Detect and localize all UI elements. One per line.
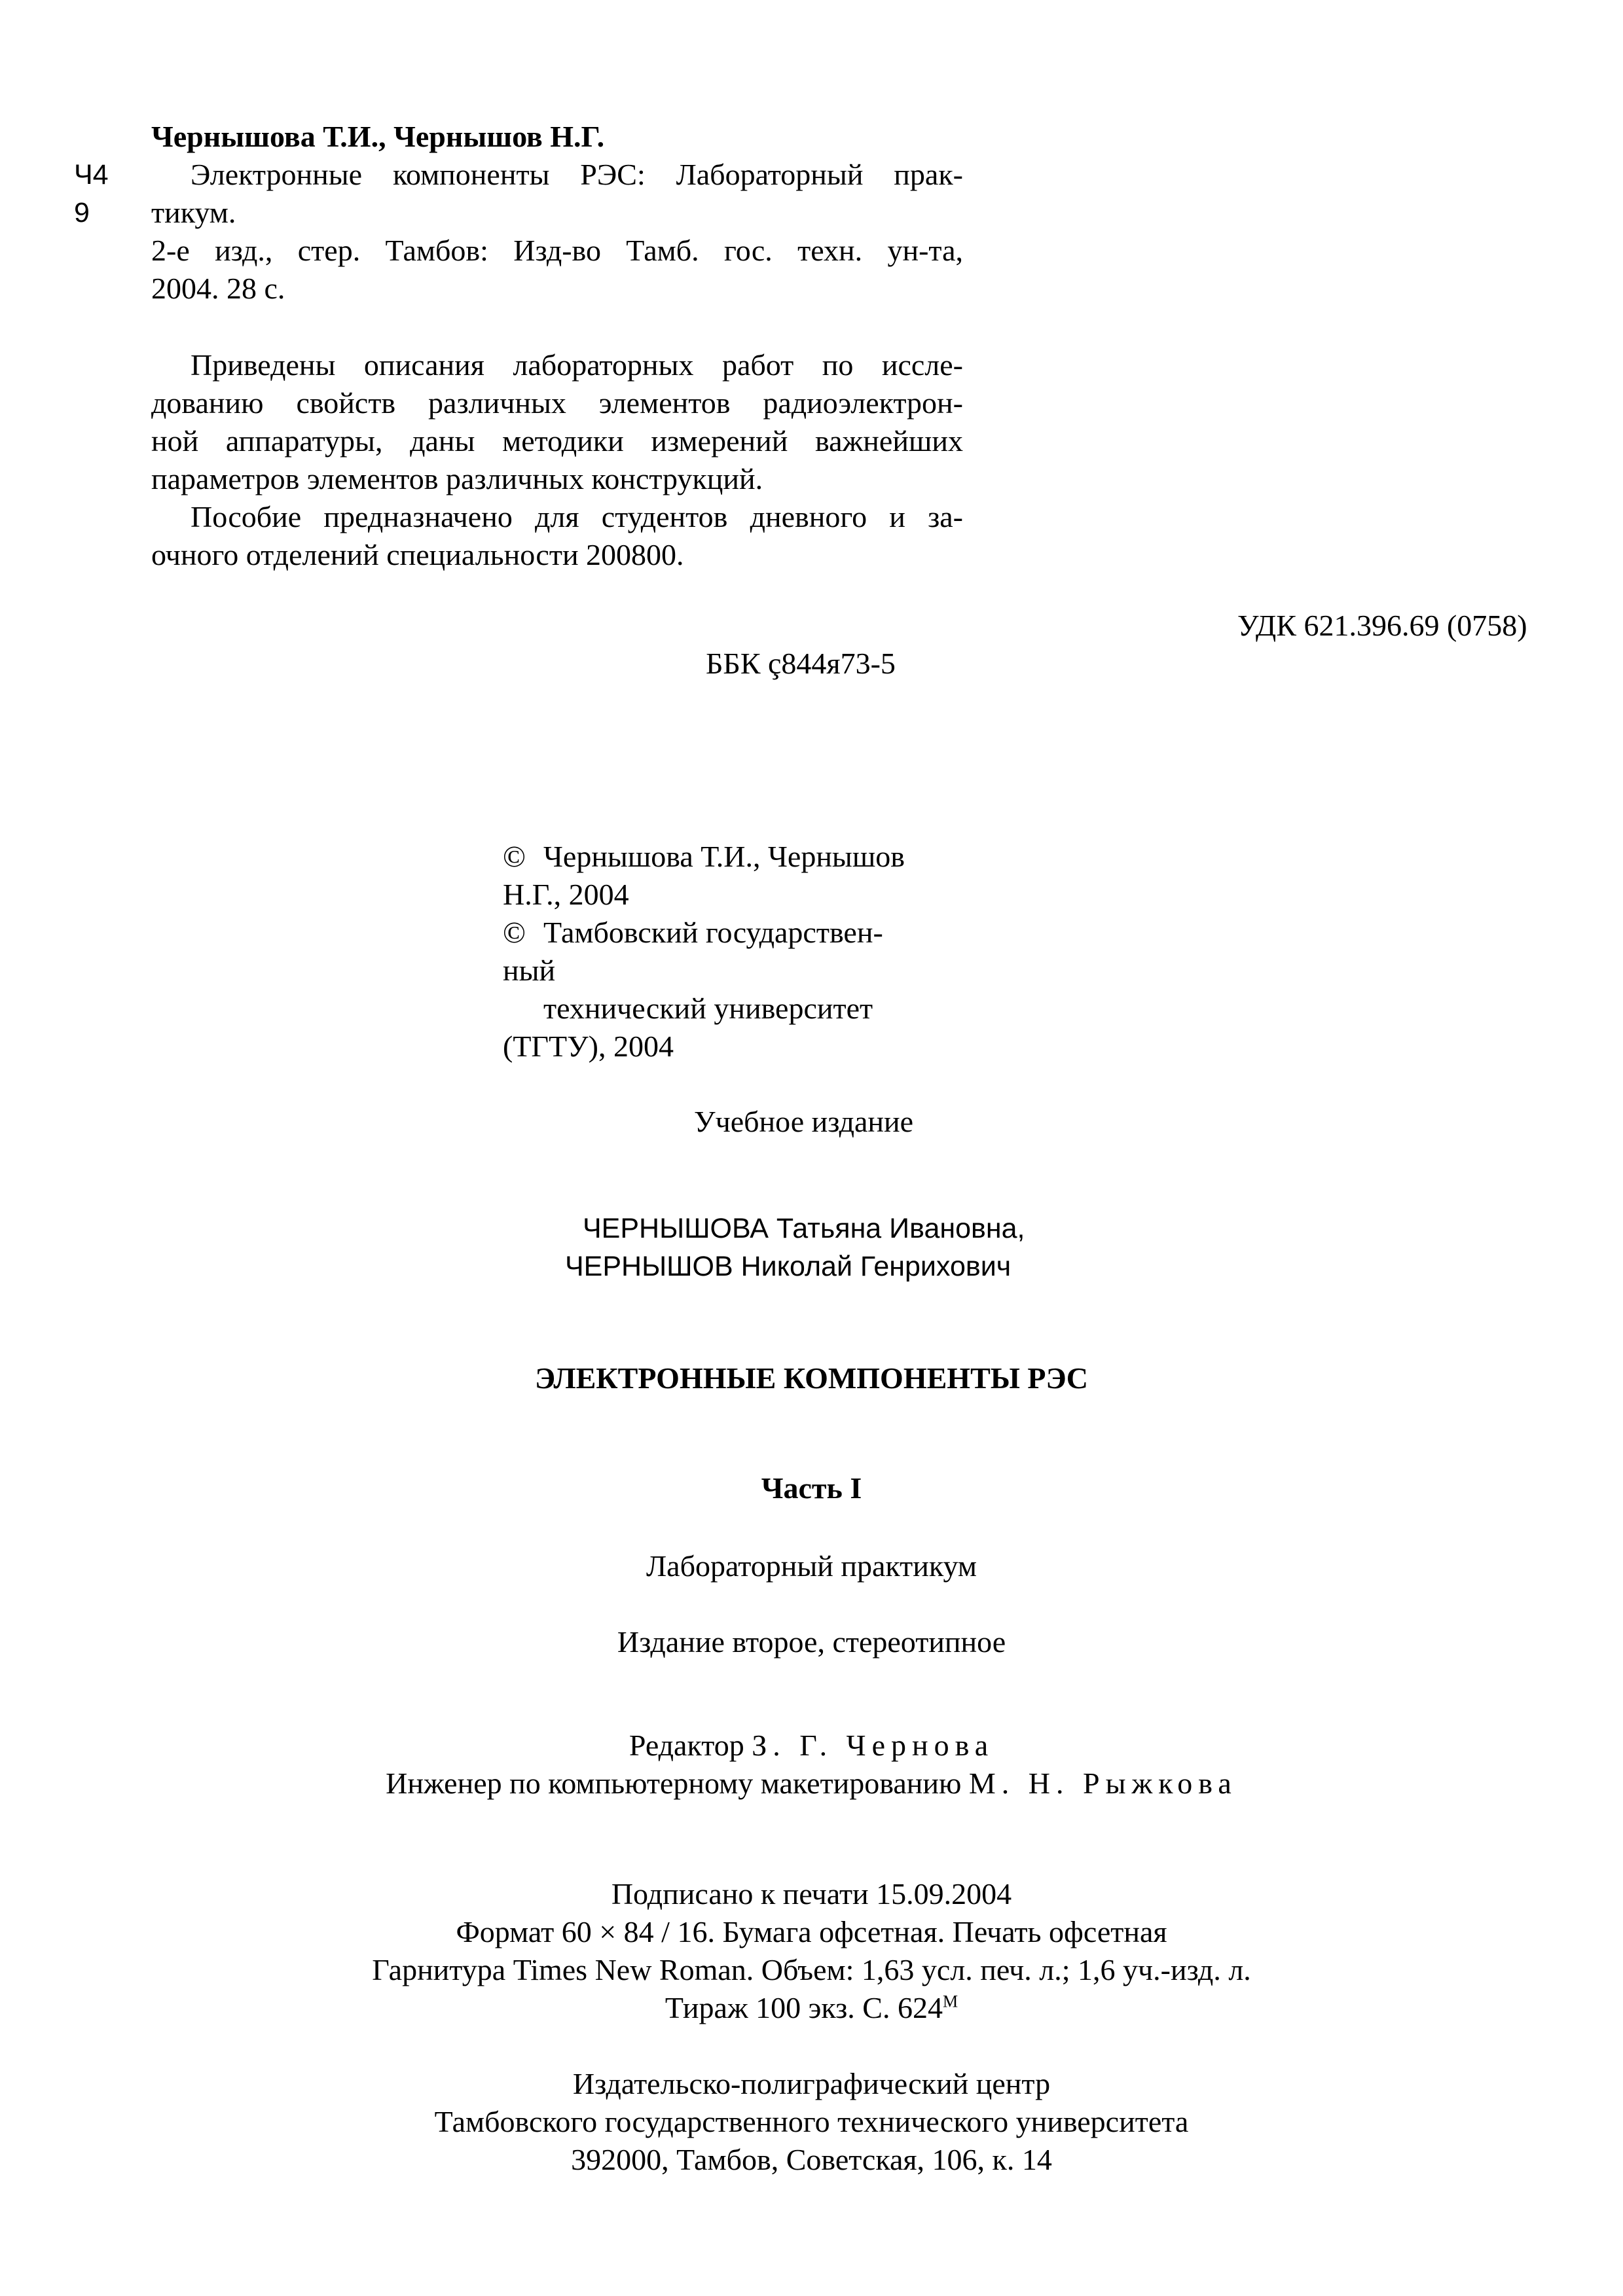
edition-line-1: 2-е изд., стер. Тамбов: Изд-во Тамб. гос. техн. ун-та, xyxy=(151,234,963,267)
publisher-line-2: Тамбовского государственного технического университета xyxy=(434,2105,1189,2138)
print-run-line xyxy=(0,1989,1623,2027)
bbk-code: ББК ç844я73-5 xyxy=(706,647,896,680)
edition-note: Издание второе, стереотипное xyxy=(617,1625,1006,1659)
index-code-line2: 9 xyxy=(74,197,90,228)
main-title: ЭЛЕКТРОННЫЕ КОМПОНЕНТЫ РЭС xyxy=(535,1361,1088,1395)
title-line-2: тикум. xyxy=(151,196,236,229)
publication-type: Учебное издание xyxy=(694,1105,914,1138)
print-run: Тираж 100 экз. С. 624 xyxy=(665,1991,943,2024)
copyright-line-6: (ТГТУ), 2004 xyxy=(503,1030,674,1063)
author-full-1: ЧЕРНЫШОВА Татьяна Ивановна, xyxy=(583,1213,1025,1244)
typeface-line: Гарнитура Times New Roman. Объем: 1,63 усл. печ. л.; 1,6 уч.-изд. л. xyxy=(372,1953,1251,1986)
copyright-line-4: ный xyxy=(503,954,556,987)
copyright-line-5: технический университет xyxy=(543,992,873,1025)
subtitle: Лабораторный практикум xyxy=(646,1549,977,1583)
index-code-line1: Ч4 xyxy=(74,159,109,190)
abstract-line-2: дованию свойств различных элементов радиоэлектрон- xyxy=(151,386,963,420)
publisher-line-3: 392000, Тамбов, Советская, 106, к. 14 xyxy=(571,2143,1052,2176)
udk-code: УДК 621.396.69 (0758) xyxy=(1237,609,1527,642)
copyright-line-1: Чернышова Т.И., Чернышов xyxy=(543,840,905,873)
abstract-line-3: ной аппаратуры, даны методики измерений важнейших xyxy=(151,424,963,457)
author-full-2: ЧЕРНЫШОВ Николай Генрихович xyxy=(565,1251,1012,1282)
abstract-line-1: Приведены описания лабораторных работ по иссле- xyxy=(191,348,963,382)
abstract-line-4: параметров элементов различных конструкций. xyxy=(151,462,763,495)
title-line-1: Электронные компоненты РЭС: Лабораторный прак- xyxy=(191,158,963,191)
engineer-name: М. Н. Рыжкова xyxy=(968,1767,1237,1800)
copyright-line-3: Тамбовский государствен- xyxy=(543,916,883,949)
authors-heading: Чернышова Т.И., Чернышов Н.Г. xyxy=(151,120,605,153)
part-number: Часть I xyxy=(761,1471,862,1505)
engineer-line xyxy=(0,1765,1623,1803)
abstract-line-5: Пособие предназначено для студентов дневного и за- xyxy=(191,500,963,533)
copyright-icon-2: © xyxy=(503,916,526,949)
format-line: Формат 60 × 84 / 16. Бумага офсетная. Печать офсетная xyxy=(456,1915,1167,1948)
copyright-line-2: Н.Г., 2004 xyxy=(503,878,629,911)
print-run-superscript: М xyxy=(942,1992,958,2011)
editor-line xyxy=(0,1727,1623,1765)
copyright-icon: © xyxy=(503,840,526,873)
publisher-line-1: Издательско-полиграфический центр xyxy=(572,2067,1051,2100)
signed-date: Подписано к печати 15.09.2004 xyxy=(611,1877,1012,1910)
abstract-line-6: очного отделений специальности 200800. xyxy=(151,538,684,571)
editor-name: З. Г. Чернова xyxy=(752,1729,994,1762)
engineer-label: Инженер по компьютерному макетированию xyxy=(386,1767,969,1800)
editor-label: Редактор xyxy=(629,1729,752,1762)
edition-line-2: 2004. 28 с. xyxy=(151,272,285,305)
